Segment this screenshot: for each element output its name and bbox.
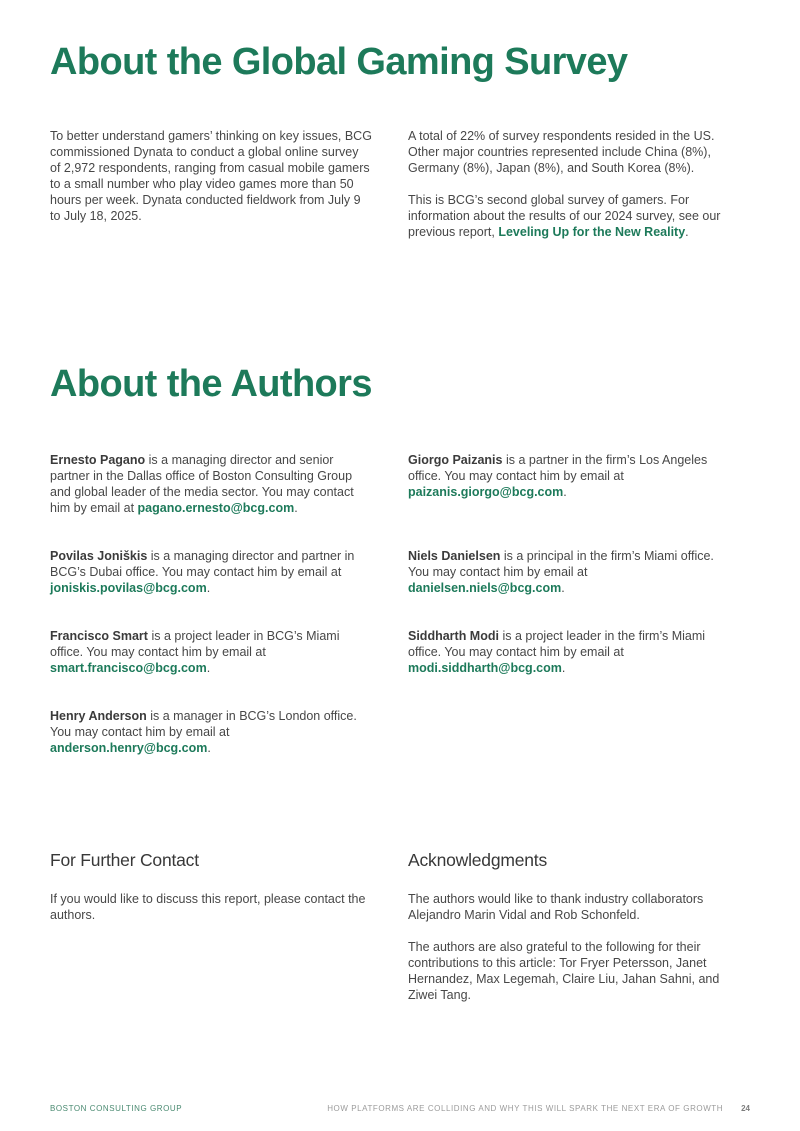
acknowledgments-paragraph-2: The authors are also grateful to the following for their contributions to this article: Tor Fryer Petersson, Janet Hernandez, Max Legemah, Claire Liu, Jahan Sahni, and Ziwei Tang.	[408, 940, 720, 1002]
author-email-link[interactable]: anderson.henry@bcg.com	[50, 741, 208, 755]
author-bio-ernesto-pagano	[50, 452, 372, 516]
author-name: Giorgo Paizanis	[408, 453, 503, 467]
author-bio-text: is a project leader in BCG’s Miami office. You may contact him by email at	[50, 629, 340, 659]
author-bio-end: .	[206, 581, 211, 595]
author-bio-end: .	[294, 501, 298, 515]
author-bio-francisco-smart	[50, 628, 372, 676]
survey-section-title: About the Global Gaming Survey	[50, 41, 628, 83]
footer-right-group	[327, 1104, 750, 1113]
author-email-link[interactable]: smart.francisco@bcg.com	[50, 661, 207, 675]
further-contact-title: For Further Contact	[50, 850, 199, 870]
author-email-link[interactable]: danielsen.niels@bcg.com	[408, 581, 562, 595]
author-bio-povilas-joniskis	[50, 548, 372, 596]
author-bio-niels-danielsen	[408, 548, 730, 596]
author-bio-end: .	[561, 661, 566, 675]
author-bio-text: is a manager in BCG’s London office. You may contact him by email at	[50, 709, 357, 739]
author-bio-text: is a managing director and partner in BCG’s Dubai office. You may contact him by email at	[50, 549, 355, 579]
author-name: Povilas Joniškis	[50, 549, 148, 563]
author-bio-text: is a managing director and senior partner in the Dallas office of Boston Consulting Group and global leader of the media sector. You may contact him by email at	[50, 453, 354, 515]
author-email-link[interactable]: paizanis.giorgo@bcg.com	[408, 485, 564, 499]
author-name: Niels Danielsen	[408, 549, 501, 563]
survey-section	[50, 128, 730, 240]
acknowledgments-block	[408, 850, 730, 1003]
author-bio-end: .	[207, 741, 211, 755]
contact-acknowledgments-section	[50, 850, 730, 1003]
authors-section-title: About the Authors	[50, 363, 372, 405]
author-bio-text: is a principal in the firm’s Miami office. You may contact him by email at	[408, 549, 714, 579]
survey-paragraph-1: To better understand gamers’ thinking on key issues, BCG commissioned Dynata to conduct a global online survey of 2,972 respondents, ranging from casual mobile gamers to a small number who play video games more than 50 hours per week. Dynata conducted fieldwork from July 9 to July 18, 2025.	[50, 129, 372, 223]
author-bio-end: .	[206, 661, 211, 675]
author-bio-siddharth-modi	[408, 628, 730, 676]
author-bio-giorgo-paizanis	[408, 452, 730, 500]
survey-right-column	[408, 128, 730, 240]
further-contact-block	[50, 850, 372, 1003]
previous-report-link[interactable]: Leveling Up for the New Reality	[498, 225, 686, 239]
author-bio-henry-anderson	[50, 708, 372, 756]
authors-section	[50, 452, 730, 756]
survey-paragraph-3-end: .	[685, 225, 689, 239]
survey-paragraph-2: A total of 22% of survey respondents resided in the US. Other major countries represented include China (8%), Germany (8%), Japan (8%), and South Korea (8%).	[408, 129, 715, 175]
author-email-link[interactable]: pagano.ernesto@bcg.com	[137, 501, 295, 515]
footer-company-name: BOSTON CONSULTING GROUP	[50, 1104, 183, 1113]
author-email-link[interactable]: modi.siddharth@bcg.com	[408, 661, 562, 675]
author-name: Francisco Smart	[50, 629, 148, 643]
author-name: Siddharth Modi	[408, 629, 499, 643]
author-email-link[interactable]: joniskis.povilas@bcg.com	[50, 581, 207, 595]
author-bio-end: .	[561, 581, 565, 595]
page-footer	[50, 1104, 750, 1113]
survey-paragraph-3	[408, 192, 730, 240]
author-name: Ernesto Pagano	[50, 453, 146, 467]
author-name: Henry Anderson	[50, 709, 147, 723]
author-bio-end: .	[563, 485, 567, 499]
author-bio-text: is a partner in the firm’s Los Angeles office. You may contact him by email at	[408, 453, 708, 483]
footer-report-title: HOW PLATFORMS ARE COLLIDING AND WHY THIS WILL SPARK THE NEXT ERA OF GROWTH	[327, 1104, 724, 1113]
survey-paragraph-3-text: This is BCG’s second global survey of gamers. For information about the results of our 2024 survey, see our previous report,	[408, 193, 721, 239]
page-number: 24	[741, 1104, 750, 1113]
author-bio-text: is a project leader in the firm’s Miami office. You may contact him by email at	[408, 629, 706, 659]
further-contact-text: If you would like to discuss this report, please contact the authors.	[50, 892, 366, 922]
acknowledgments-paragraph-1: The authors would like to thank industry collaborators Alejandro Marin Vidal and Rob Schonfeld.	[408, 892, 704, 922]
acknowledgments-title: Acknowledgments	[408, 850, 548, 870]
survey-left-column	[50, 128, 372, 240]
